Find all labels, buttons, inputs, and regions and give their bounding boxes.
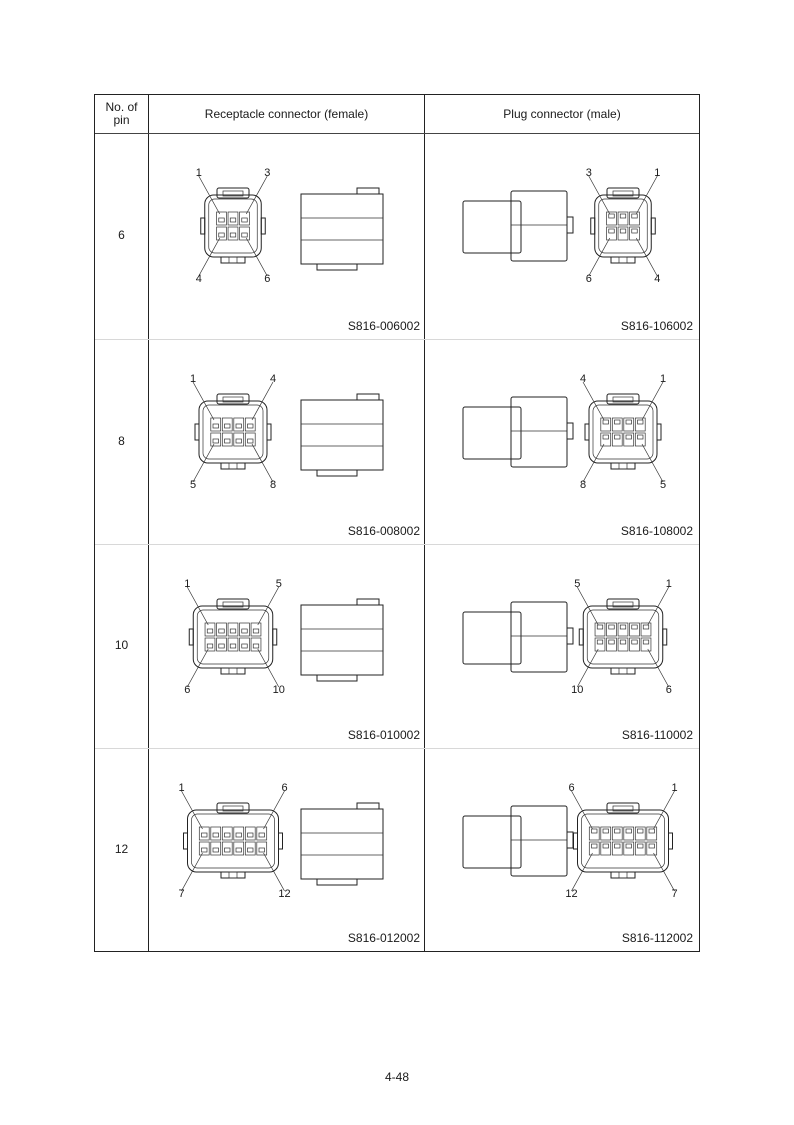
pin-label-bottom-left: 12 xyxy=(565,887,578,900)
page-number: 4-48 xyxy=(384,1070,410,1084)
plug-drawing-cell xyxy=(427,357,697,507)
plug-part-code: S816-106002 xyxy=(620,319,693,333)
pin-label-top-left: 1 xyxy=(195,166,202,179)
pin-label-bottom-right: 10 xyxy=(272,683,285,696)
pin-label-bottom-left: 8 xyxy=(579,478,587,491)
plug-drawing-cell xyxy=(427,151,697,301)
column-divider xyxy=(148,95,149,951)
receptacle-connector-drawing xyxy=(153,151,423,301)
pin-count: 8 xyxy=(118,433,125,448)
pin-label-top-right: 4 xyxy=(269,372,277,385)
receptacle-part-code: S816-010002 xyxy=(347,728,420,742)
row-divider xyxy=(95,748,699,749)
plug-drawing-cell xyxy=(427,766,697,916)
row-divider xyxy=(95,544,699,545)
pin-label-top-right: 1 xyxy=(659,372,667,385)
plug-connector-drawing xyxy=(427,766,697,916)
pin-label-bottom-left: 4 xyxy=(195,272,202,285)
pin-label-top-left: 1 xyxy=(184,577,191,590)
header-pin-count xyxy=(95,95,148,133)
pin-label-top-right: 3 xyxy=(264,166,271,179)
plug-part-code: S816-110002 xyxy=(621,728,693,742)
pin-count: 10 xyxy=(114,638,129,652)
pin-label-bottom-right: 8 xyxy=(269,478,277,491)
header-divider xyxy=(95,133,699,134)
pin-label-bottom-left: 5 xyxy=(189,478,197,491)
receptacle-connector-drawing xyxy=(153,357,423,507)
pin-label-top-left: 4 xyxy=(579,372,587,385)
header-pin-line2: pin xyxy=(113,113,130,127)
pin-label-bottom-right: 12 xyxy=(278,887,291,900)
pin-label-bottom-left: 6 xyxy=(184,683,191,696)
column-divider xyxy=(424,95,425,951)
receptacle-drawing-cell xyxy=(153,151,423,301)
pin-label-top-right: 5 xyxy=(275,577,282,590)
receptacle-part-code: S816-006002 xyxy=(347,319,420,333)
pin-label-bottom-right: 5 xyxy=(659,478,667,491)
pin-label-top-left: 5 xyxy=(574,577,581,590)
pin-label-top-left: 6 xyxy=(568,781,575,794)
header-plug: Plug connector (male) xyxy=(503,106,621,121)
pin-label-bottom-left: 10 xyxy=(571,683,584,696)
receptacle-drawing-cell xyxy=(153,357,423,507)
pin-label-bottom-left: 7 xyxy=(178,887,185,900)
header-pin-line1: No. of xyxy=(105,100,138,114)
pin-label-top-left: 1 xyxy=(189,372,197,385)
pin-count: 6 xyxy=(118,228,125,242)
receptacle-drawing-cell xyxy=(153,562,423,712)
plug-drawing-cell xyxy=(427,562,697,712)
pin-label-top-left: 1 xyxy=(178,781,185,794)
pin-label-top-right: 6 xyxy=(281,781,288,794)
receptacle-part-code: S816-012002 xyxy=(347,931,420,945)
pin-label-bottom-right: 6 xyxy=(665,683,672,696)
plug-part-code: S816-112002 xyxy=(621,931,693,945)
pin-label-top-right: 1 xyxy=(654,166,661,179)
row-divider xyxy=(95,339,699,340)
plug-connector-drawing xyxy=(427,357,697,507)
connector-table xyxy=(94,94,700,952)
header-receptacle: Receptacle connector (female) xyxy=(204,106,369,121)
plug-connector-drawing xyxy=(427,562,697,712)
plug-part-code: S816-108002 xyxy=(620,524,693,538)
pin-label-bottom-right: 7 xyxy=(671,887,678,900)
pin-label-bottom-left: 6 xyxy=(585,272,592,285)
pin-count: 12 xyxy=(114,841,129,856)
pin-label-top-left: 3 xyxy=(585,166,592,179)
receptacle-connector-drawing xyxy=(153,562,423,712)
pin-label-bottom-right: 4 xyxy=(654,272,661,285)
receptacle-part-code: S816-008002 xyxy=(347,524,420,538)
pin-label-bottom-right: 6 xyxy=(264,272,271,285)
receptacle-connector-drawing xyxy=(153,766,423,916)
pin-label-top-right: 1 xyxy=(665,577,672,590)
pin-label-top-right: 1 xyxy=(671,781,678,794)
receptacle-drawing-cell xyxy=(153,766,423,916)
plug-connector-drawing xyxy=(427,151,697,301)
